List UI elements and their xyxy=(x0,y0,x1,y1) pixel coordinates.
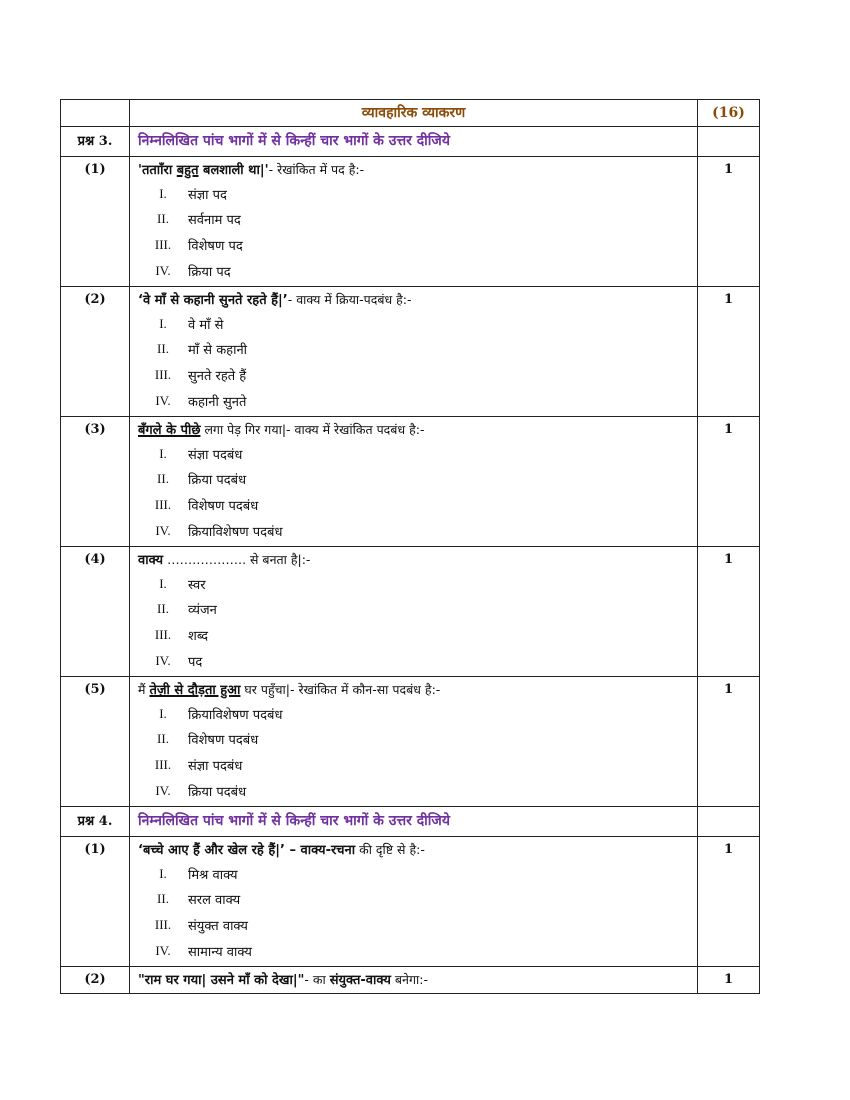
option-text: विशेषण पदबंध xyxy=(188,733,259,749)
question-stem xyxy=(138,971,697,991)
answer-option xyxy=(138,337,697,363)
sub-question-number: (3) xyxy=(61,417,130,547)
stem-text: 'ततााँरा xyxy=(138,163,177,178)
question-stem xyxy=(138,421,697,441)
option-text: विशेषण पद xyxy=(188,238,243,254)
stem-text: - वाक्य में क्रिया-पदबंध है:- xyxy=(287,292,412,307)
answer-option xyxy=(138,388,697,414)
sub-question-row xyxy=(61,157,760,287)
answer-option xyxy=(138,441,697,467)
marks-value: 1 xyxy=(698,157,760,287)
option-numeral: IV. xyxy=(155,262,171,278)
answer-option xyxy=(138,311,697,337)
option-numeral: III. xyxy=(154,626,172,642)
sub-question-number: (5) xyxy=(61,677,130,807)
stem-text: वाक्य xyxy=(138,553,164,568)
option-numeral: III. xyxy=(154,366,172,382)
sub-question-body xyxy=(130,837,698,967)
option-numeral: III. xyxy=(154,496,172,512)
question-section-row xyxy=(61,807,760,837)
option-text: क्रिया पदबंध xyxy=(188,784,247,800)
answer-option xyxy=(138,912,697,938)
sub-question-number: (4) xyxy=(61,547,130,677)
question-number: प्रश्न 3. xyxy=(61,127,130,157)
answer-option xyxy=(138,938,697,964)
marks-value: 1 xyxy=(698,837,760,967)
answer-option xyxy=(138,207,697,233)
sub-question-body xyxy=(130,157,698,287)
option-numeral: II. xyxy=(157,601,169,617)
underlined-phrase: बँगले के पीछे xyxy=(138,423,201,438)
answer-option xyxy=(138,861,697,887)
sub-question-number: (2) xyxy=(61,967,130,994)
question-stem xyxy=(138,161,697,181)
underlined-phrase: तेज़ी से दौड़ता हुआ xyxy=(149,683,241,698)
option-text: संज्ञा पदबंध xyxy=(188,758,243,774)
question-stem xyxy=(138,681,697,701)
option-text: मिश्र वाक्य xyxy=(188,867,238,883)
sub-question-number: (1) xyxy=(61,157,130,287)
answer-option xyxy=(138,362,697,388)
marks-value: 1 xyxy=(698,677,760,807)
option-numeral: II. xyxy=(157,341,169,357)
option-numeral: IV. xyxy=(155,782,171,798)
section-marks: (16) xyxy=(698,100,760,127)
option-text: कहानी सुनते xyxy=(188,394,247,410)
option-numeral: I. xyxy=(159,575,167,591)
answer-option xyxy=(138,701,697,727)
stem-text: की दृष्टि से है:- xyxy=(355,842,425,857)
option-text: सर्वनाम पद xyxy=(188,213,241,229)
sub-question-row xyxy=(61,967,760,994)
option-text: वे माँ से xyxy=(188,317,224,333)
sub-question-row xyxy=(61,837,760,967)
sub-question-body xyxy=(130,677,698,807)
sub-question-row xyxy=(61,547,760,677)
option-numeral: I. xyxy=(159,315,167,331)
answer-option xyxy=(138,597,697,623)
option-numeral: I. xyxy=(159,865,167,881)
option-numeral: IV. xyxy=(155,522,171,538)
answer-option xyxy=(138,492,697,518)
answer-option xyxy=(138,648,697,674)
question-instruction: निम्नलिखित पांच भागों में से किन्हीं चार भागों के उत्तर दीजिये xyxy=(130,807,698,837)
sub-question-row xyxy=(61,677,760,807)
sub-question-number: (2) xyxy=(61,287,130,417)
stem-text: संयुक्त-वाक्य xyxy=(329,973,391,988)
answer-option xyxy=(138,518,697,544)
answer-option xyxy=(138,727,697,753)
answer-option xyxy=(138,258,697,284)
option-numeral: II. xyxy=(157,891,169,907)
option-numeral: IV. xyxy=(155,652,171,668)
sub-question-body xyxy=(130,547,698,677)
answer-option xyxy=(138,622,697,648)
option-numeral: II. xyxy=(157,731,169,747)
marks-value: 1 xyxy=(698,287,760,417)
option-numeral: IV. xyxy=(155,942,171,958)
stem-text: - रेखांकित में पद है:- xyxy=(268,162,365,177)
section-header-row xyxy=(61,100,760,127)
option-text: क्रियाविशेषण पदबंध xyxy=(188,707,283,723)
option-text: सरल वाक्य xyxy=(188,893,241,909)
answer-option xyxy=(138,778,697,804)
stem-text: - का xyxy=(304,972,330,987)
option-text: स्वर xyxy=(188,577,206,593)
sub-question-body xyxy=(130,287,698,417)
sub-question-number: (1) xyxy=(61,837,130,967)
option-text: क्रिया पदबंध xyxy=(188,473,247,489)
sub-question-body xyxy=(130,967,698,994)
sub-question-row xyxy=(61,417,760,547)
question-instruction: निम्नलिखित पांच भागों में से किन्हीं चार भागों के उत्तर दीजिये xyxy=(130,127,698,157)
option-text: संज्ञा पदबंध xyxy=(188,447,243,463)
grammar-question-table xyxy=(60,99,760,994)
question-section-row xyxy=(61,127,760,157)
option-text: माँ से कहानी xyxy=(188,343,248,359)
option-text: व्यंजन xyxy=(188,603,217,619)
answer-option xyxy=(138,181,697,207)
option-numeral: I. xyxy=(159,445,167,461)
stem-text: बलशाली था|' xyxy=(198,163,269,178)
answer-option xyxy=(138,887,697,913)
marks-value: 1 xyxy=(698,547,760,677)
sub-question-body xyxy=(130,417,698,547)
answer-option xyxy=(138,232,697,258)
marks-value: 1 xyxy=(698,417,760,547)
stem-text: "राम घर गया| उसने माँ को देखा|" xyxy=(138,973,305,988)
question-stem xyxy=(138,841,697,861)
stem-text: लगा पेड़ गिर गया|- वाक्य में रेखांकित पदबंध है:- xyxy=(200,422,425,437)
option-text: क्रिया पद xyxy=(188,264,231,280)
option-numeral: II. xyxy=(157,211,169,227)
option-text: संयुक्त वाक्य xyxy=(188,918,248,934)
option-text: क्रियाविशेषण पदबंध xyxy=(188,524,283,540)
stem-text: घर पहुँचा|- रेखांकित में कौन-सा पदबंध है:- xyxy=(240,682,441,697)
answer-option xyxy=(138,467,697,493)
answer-option xyxy=(138,571,697,597)
option-text: संज्ञा पद xyxy=(188,187,227,203)
option-text: सामान्य वाक्य xyxy=(188,944,252,960)
answer-option xyxy=(138,752,697,778)
stem-text: ‘वे माँ से कहानी सुनते रहते हैं|’ xyxy=(138,293,288,308)
option-numeral: III. xyxy=(154,916,172,932)
sub-question-row xyxy=(61,287,760,417)
question-stem xyxy=(138,551,697,571)
question-number: प्रश्न 4. xyxy=(61,807,130,837)
stem-text: ‘बच्चे आए हैं और खेल रहे हैं|’ – वाक्य-रचना xyxy=(138,843,356,858)
option-numeral: II. xyxy=(157,471,169,487)
option-numeral: III. xyxy=(154,756,172,772)
option-numeral: I. xyxy=(159,705,167,721)
underlined-phrase: बहुत xyxy=(176,163,199,178)
section-title: व्यावहारिक व्याकरण xyxy=(130,100,698,127)
option-numeral: IV. xyxy=(155,392,171,408)
stem-text: ………………. से बनता है|:- xyxy=(163,552,311,567)
option-numeral: III. xyxy=(154,236,172,252)
stem-text: बनेगा:- xyxy=(390,972,428,987)
marks-value: 1 xyxy=(698,967,760,994)
option-text: विशेषण पदबंध xyxy=(188,498,259,514)
question-stem xyxy=(138,291,697,311)
option-text: सुनते रहते हैं xyxy=(188,368,247,384)
stem-text: मैं xyxy=(138,682,150,697)
option-text: शब्द xyxy=(188,628,209,644)
option-text: पद xyxy=(188,654,203,670)
option-numeral: I. xyxy=(159,185,167,201)
